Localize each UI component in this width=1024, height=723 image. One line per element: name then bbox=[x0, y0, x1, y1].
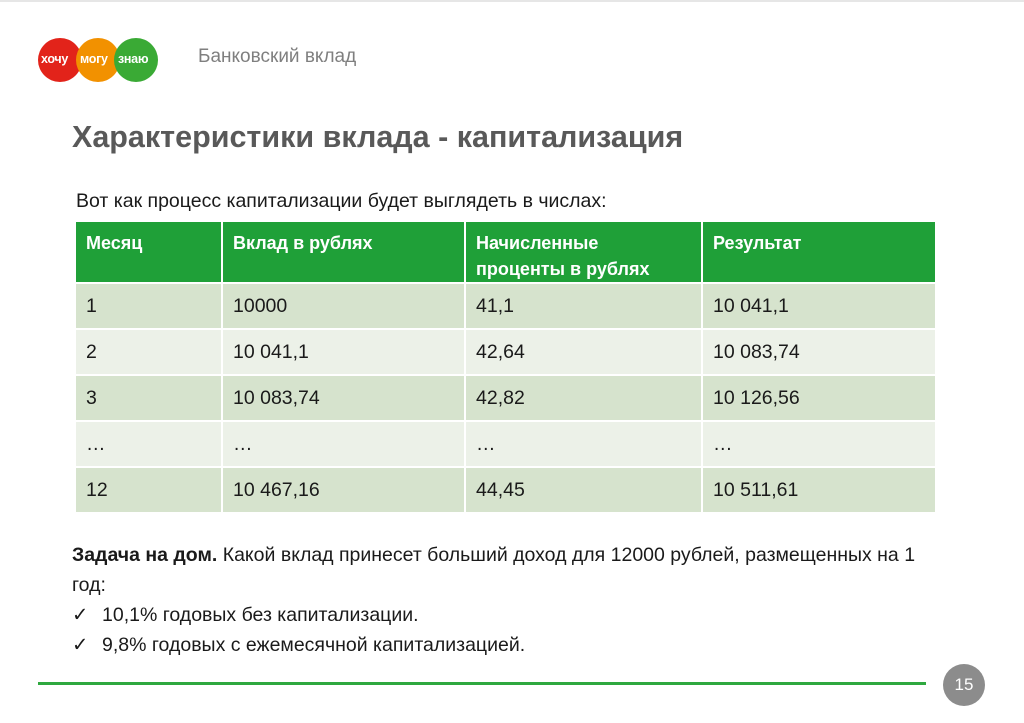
table-row bbox=[76, 422, 935, 468]
logo-word-1: хочу bbox=[41, 52, 68, 66]
homework-option bbox=[72, 630, 952, 660]
section-title: Банковский вклад bbox=[198, 46, 357, 67]
table-header-row bbox=[76, 222, 935, 284]
table-cell: 10 511,61 bbox=[703, 468, 935, 514]
page-title: Характеристики вклада - капитализация bbox=[72, 120, 684, 154]
table-cell: 10 467,16 bbox=[223, 468, 466, 514]
logo-word-3: знаю bbox=[118, 52, 149, 66]
table-cell: 10000 bbox=[223, 284, 466, 330]
footer-divider bbox=[38, 682, 926, 685]
homework-block bbox=[72, 540, 952, 660]
header-deposit: Вклад в рублях bbox=[223, 222, 466, 284]
table-cell: … bbox=[76, 422, 223, 468]
table-cell: 10 126,56 bbox=[703, 376, 935, 422]
table-cell: 42,64 bbox=[466, 330, 703, 376]
top-border bbox=[0, 0, 1024, 2]
page-number-badge: 15 bbox=[943, 664, 985, 706]
homework-option bbox=[72, 600, 952, 630]
homework-option-text: 10,1% годовых без капитализации. bbox=[102, 604, 419, 626]
table-cell: 2 bbox=[76, 330, 223, 376]
table-row bbox=[76, 376, 935, 422]
table-cell: 10 041,1 bbox=[223, 330, 466, 376]
homework-text: Какой вклад принесет больший доход для 12000 рублей, размещенных на 1 год: bbox=[72, 544, 916, 596]
table-cell: … bbox=[466, 422, 703, 468]
checkmark-icon: ✓ bbox=[72, 634, 89, 656]
header-interest: Начисленные проценты в рублях bbox=[466, 222, 703, 284]
homework-label: Задача на дом. bbox=[72, 544, 218, 566]
table-row bbox=[76, 468, 935, 514]
table-row bbox=[76, 330, 935, 376]
table-cell: 42,82 bbox=[466, 376, 703, 422]
table-cell: 10 083,74 bbox=[223, 376, 466, 422]
header-month: Месяц bbox=[76, 222, 223, 284]
table-cell: … bbox=[703, 422, 935, 468]
intro-text: Вот как процесс капитализации будет выглядеть в числах: bbox=[76, 190, 607, 212]
table-cell: 44,45 bbox=[466, 468, 703, 514]
table-cell: 10 041,1 bbox=[703, 284, 935, 330]
table-cell: 1 bbox=[76, 284, 223, 330]
header-result: Результат bbox=[703, 222, 935, 284]
table-cell: 12 bbox=[76, 468, 223, 514]
table-cell: 3 bbox=[76, 376, 223, 422]
homework-task bbox=[72, 540, 952, 600]
table-cell: … bbox=[223, 422, 466, 468]
table-cell: 10 083,74 bbox=[703, 330, 935, 376]
checkmark-icon: ✓ bbox=[72, 604, 89, 626]
homework-option-text: 9,8% годовых с ежемесячной капитализацией. bbox=[102, 634, 526, 656]
table-row bbox=[76, 284, 935, 330]
logo-word-2: могу bbox=[80, 52, 108, 66]
logo bbox=[38, 38, 158, 82]
table-cell: 41,1 bbox=[466, 284, 703, 330]
capitalization-table bbox=[76, 222, 935, 514]
